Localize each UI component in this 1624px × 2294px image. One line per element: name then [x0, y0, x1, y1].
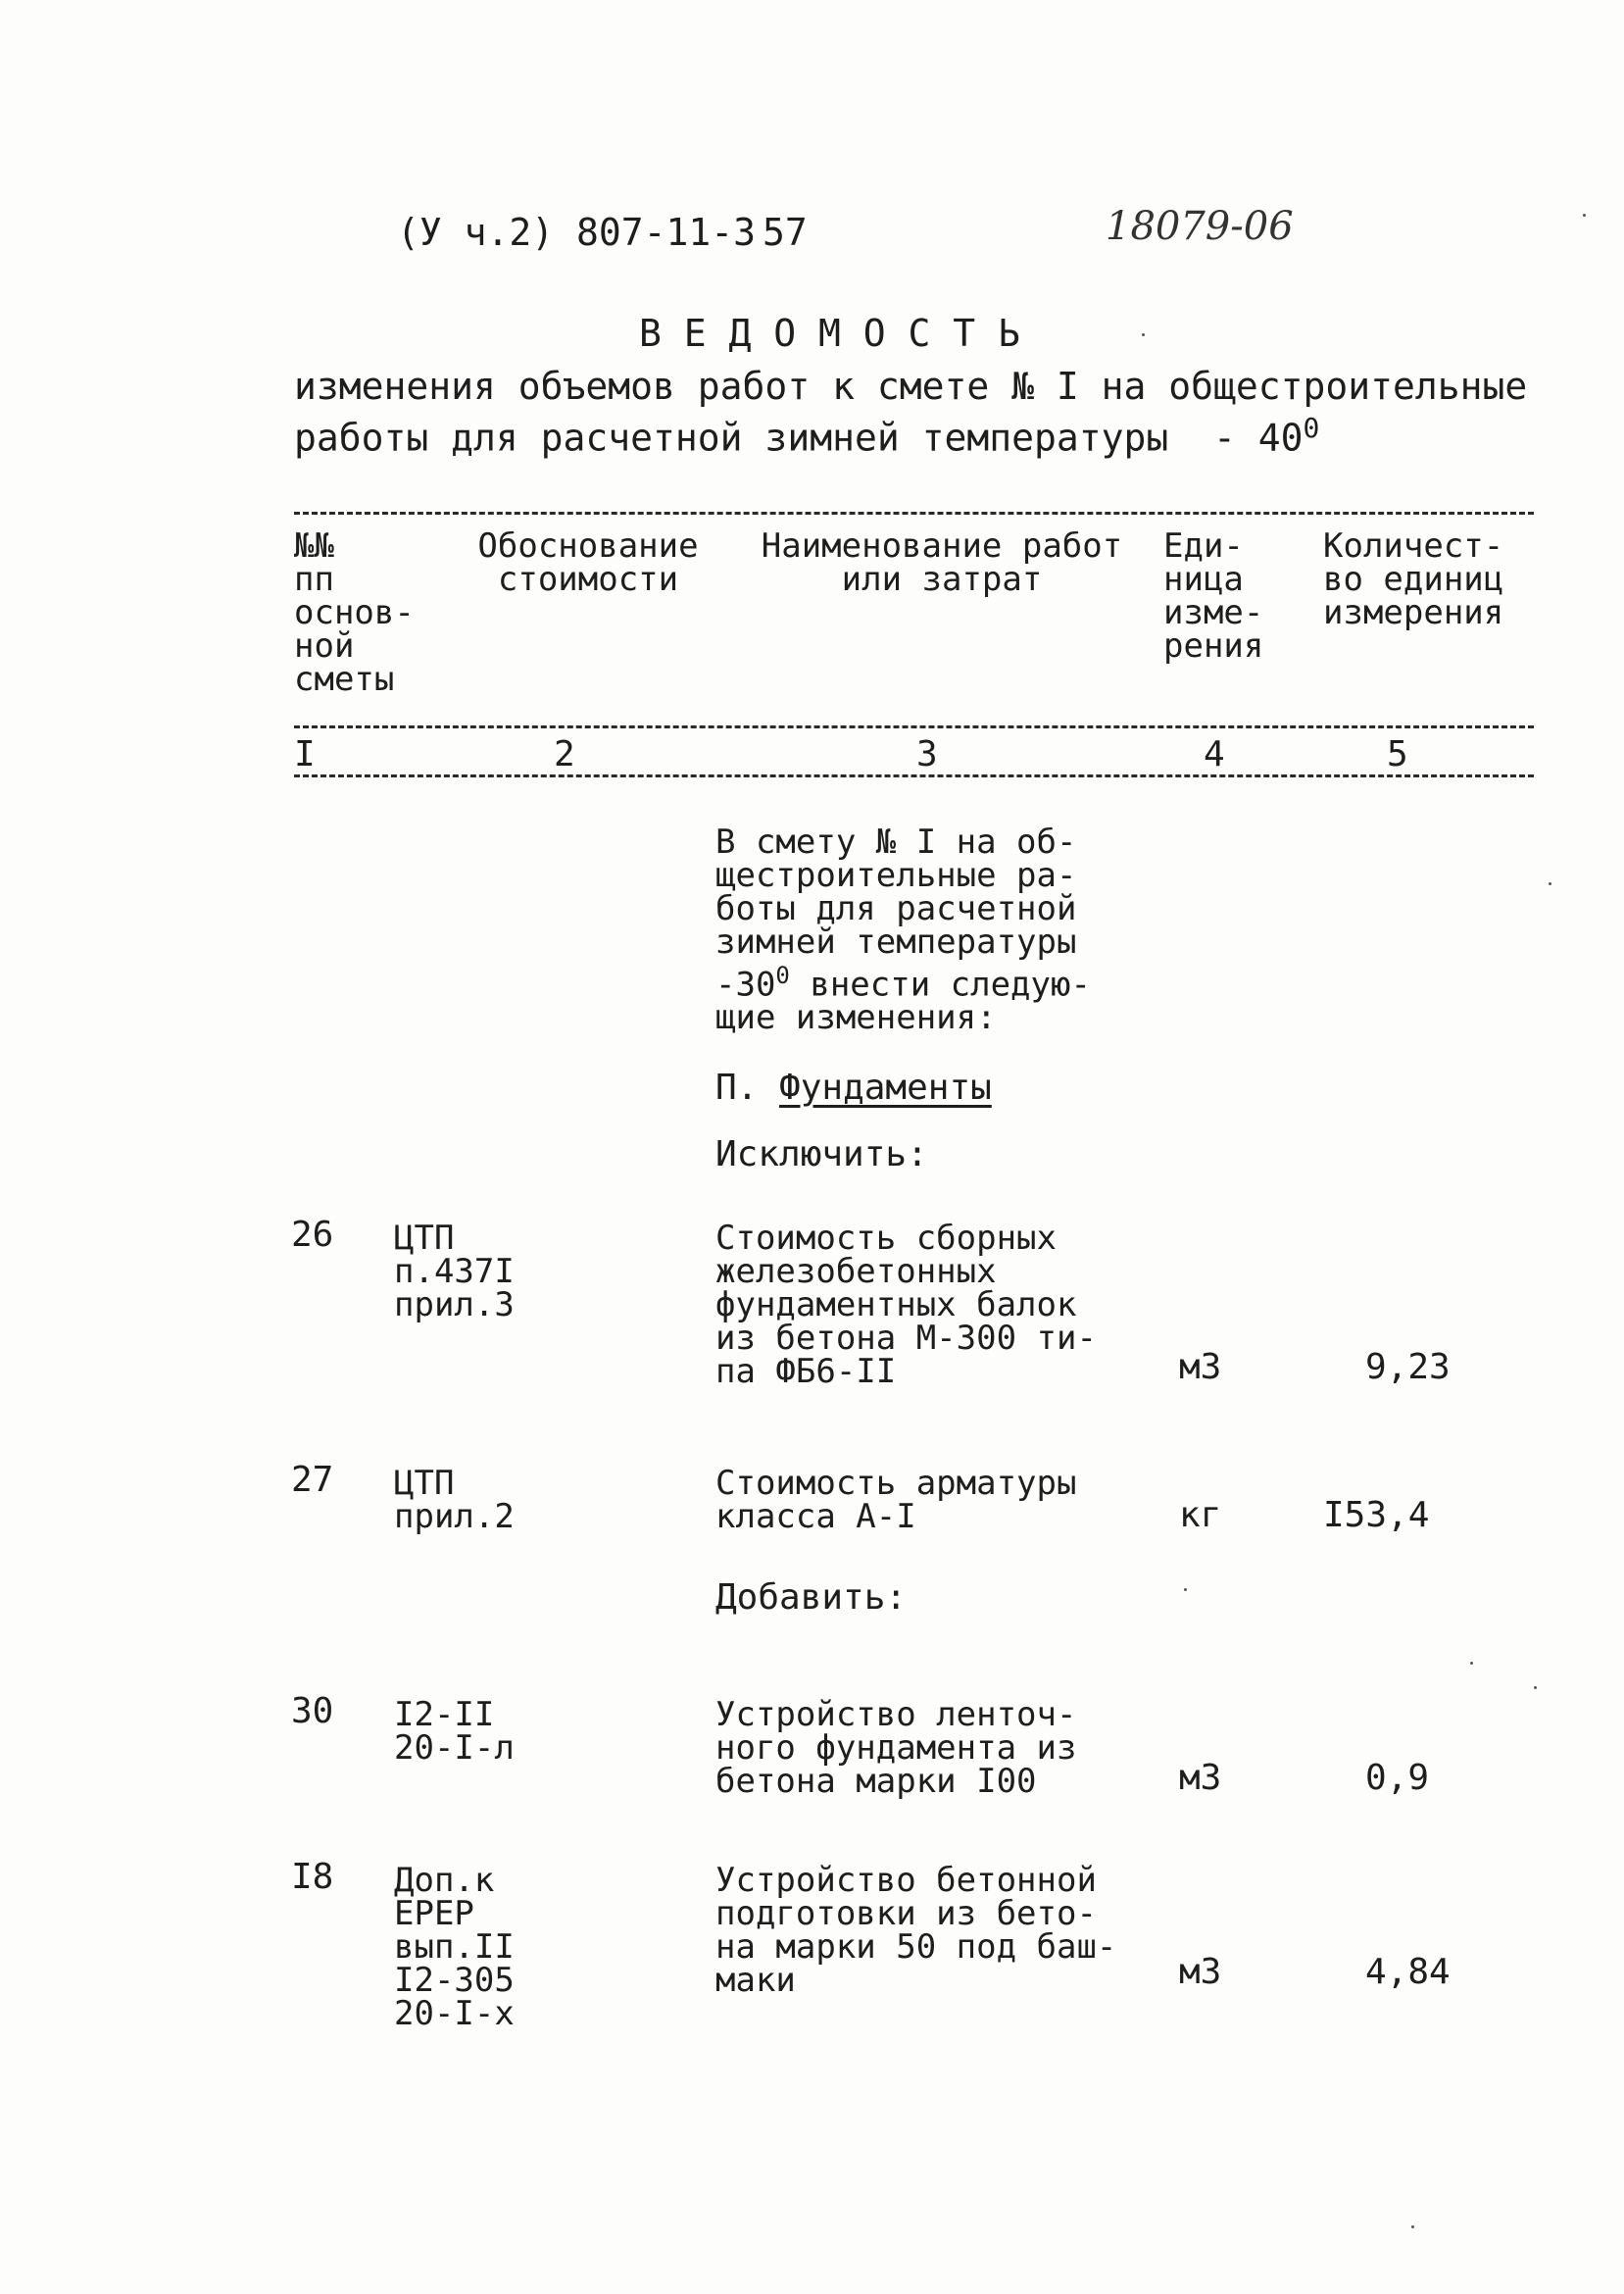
row-30-qty: 0,9	[1365, 1758, 1430, 1798]
col-header-num: №№ пп основ- ной сметы	[294, 526, 415, 699]
row-27-unit: кг	[1179, 1495, 1222, 1535]
col-number-3: 3	[916, 734, 938, 774]
row-27-name: Стоимость арматуры класса А-I	[715, 1464, 1077, 1536]
row-18-basis: Доп.к ЕРЕР вып.II I2-305 20-I-х	[394, 1861, 515, 2033]
col-number-1: I	[294, 734, 316, 774]
section-heading	[715, 1068, 992, 1108]
row-27-num: 27	[291, 1460, 334, 1500]
title-line-2-text: работы для расчетной зимней температуры - 40	[294, 416, 1304, 460]
scan-speck	[1411, 2225, 1414, 2228]
header-bottom-rule	[294, 774, 1534, 777]
row-26-unit: м3	[1179, 1347, 1222, 1387]
title-line-1: изменения объемов работ к смете № I на общестроительные	[294, 365, 1528, 408]
section-title: Фундаменты	[779, 1068, 992, 1108]
scan-speck	[1184, 1588, 1187, 1591]
col-number-2: 2	[554, 734, 575, 774]
row-30-unit: м3	[1179, 1758, 1222, 1798]
row-18-qty: 4,84	[1365, 1952, 1451, 1992]
row-30-num: 30	[291, 1691, 334, 1731]
document-code: (У ч.2) 807-11-3	[397, 211, 757, 254]
row-27-qty: I53,4	[1323, 1495, 1430, 1535]
row-26-basis: ЦТП п.437I прил.3	[394, 1219, 515, 1324]
intro-degree: 0	[775, 962, 790, 989]
scan-speck	[1142, 333, 1145, 336]
scan-speck	[1583, 214, 1586, 217]
col-number-4: 4	[1204, 734, 1225, 774]
title-line-2	[294, 412, 1319, 460]
row-30-name: Устройство ленточ- ного фундамента из бетона марки I00	[715, 1695, 1077, 1801]
row-18-num: I8	[291, 1857, 334, 1897]
col-header-qty: Количест- во единиц измерения	[1323, 526, 1504, 632]
row-18-name: Устройство бетонной подготовки из бето- на марки 50 под баш- маки	[715, 1861, 1117, 2000]
row-30-basis: I2-II 20-I-л	[394, 1695, 515, 1768]
header-top-rule	[294, 512, 1534, 515]
title-degree: 0	[1303, 412, 1320, 444]
doc-number: 18079-06	[1106, 204, 1294, 249]
col-header-unit: Еди- ница изме- рения	[1163, 526, 1264, 666]
col-number-5: 5	[1387, 734, 1408, 774]
intro-text-before: В смету № I на об- щестроительные ра- боты для расчетной зимней температуры -30	[715, 823, 1077, 1005]
header-mid-rule	[294, 725, 1534, 728]
col-header-basis: Обоснование стоимости	[477, 526, 699, 599]
add-label: Добавить:	[715, 1577, 908, 1618]
row-26-qty: 9,23	[1365, 1347, 1451, 1387]
scan-speck	[1549, 882, 1551, 885]
intro-text-after: внести следую- щие изменения:	[715, 965, 1091, 1038]
exclude-label: Исключить:	[715, 1134, 928, 1174]
row-26-name: Стоимость сборных железобетонных фундаментных балок из бетона М-300 ти- па ФБ6-II	[715, 1219, 1097, 1391]
page-title: В Е Д О М О С Т Ь	[639, 312, 1020, 355]
row-26-num: 26	[291, 1215, 334, 1255]
scan-speck	[1470, 1662, 1473, 1665]
intro-text	[715, 823, 1091, 1038]
row-18-unit: м3	[1179, 1952, 1222, 1992]
page-number: 57	[763, 211, 808, 254]
section-number: П.	[715, 1068, 759, 1108]
scan-speck	[1534, 1686, 1537, 1689]
row-27-basis: ЦТП прил.2	[394, 1464, 515, 1536]
col-header-name: Наименование работ или затрат	[761, 526, 1123, 599]
